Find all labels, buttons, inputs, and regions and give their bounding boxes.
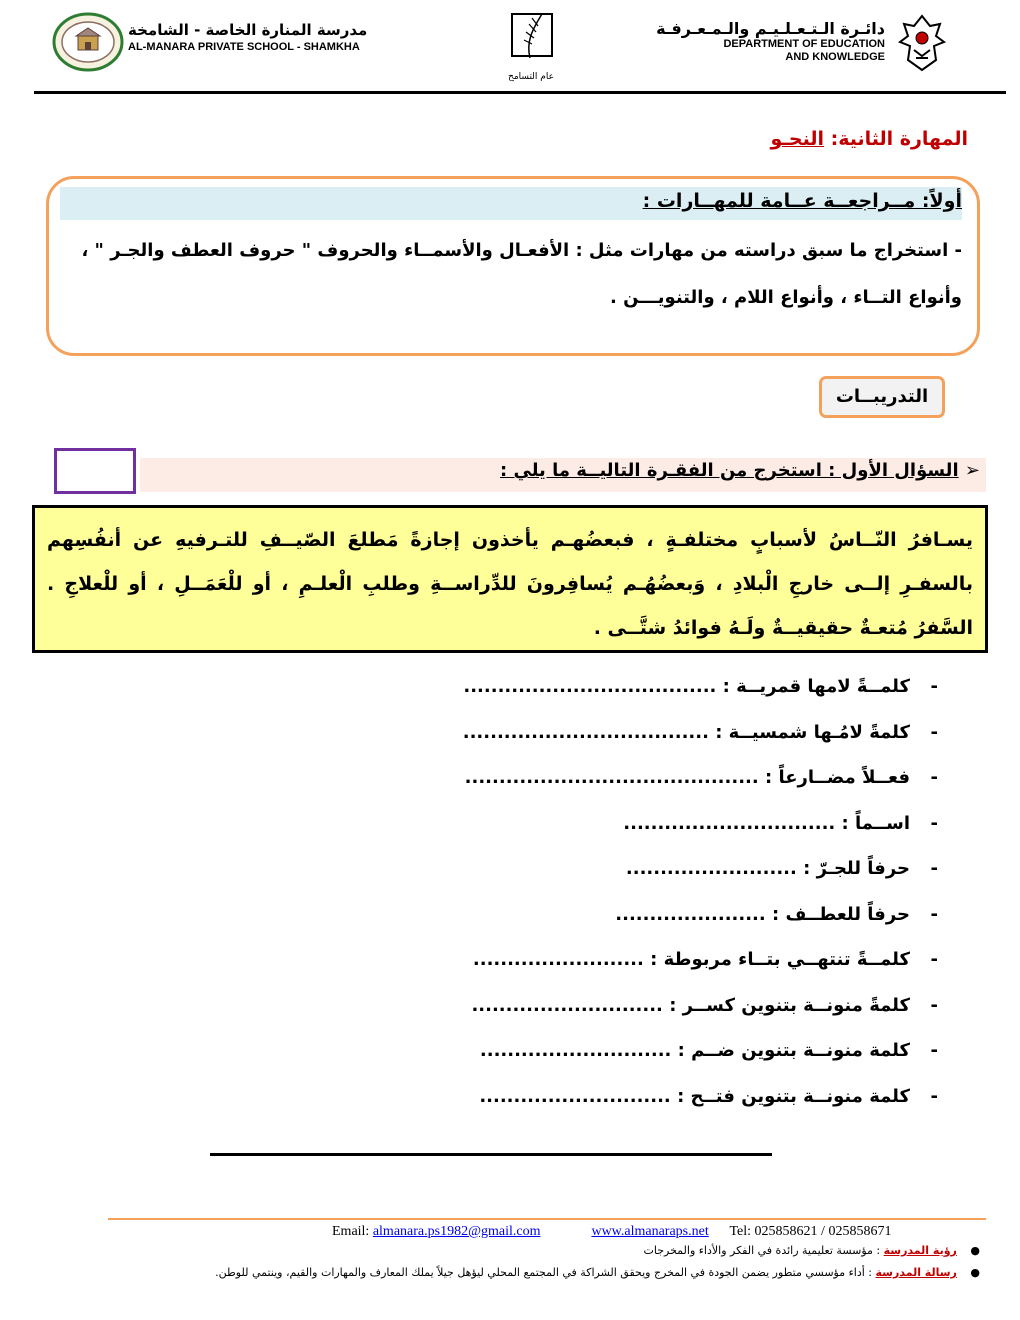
email-link[interactable]: almanara.ps1982@gmail.com [372, 1224, 541, 1239]
tolerance-logo-icon [496, 8, 566, 72]
item-label: اســماً : [841, 812, 910, 834]
school-crest-icon [52, 12, 124, 72]
falcon-emblem-icon [894, 12, 950, 74]
department-name-arabic: دائـرة الـتـعـلـيـم والـمـعـرفـة [656, 19, 885, 38]
list-item: - فعــلاً مضــارعاً : ........................................... [464, 767, 938, 788]
school-name-english: AL-MANARA PRIVATE SCHOOL - SHAMKHA [128, 41, 360, 54]
answer-blank[interactable]: ......................... [625, 858, 797, 879]
list-item: - اســماً : ............................... [623, 812, 938, 834]
item-label: فعــلاً مضــارعاً : [764, 767, 910, 788]
answer-blank[interactable]: ...................... [615, 903, 766, 925]
exercises-label: التدريبــات [819, 376, 945, 418]
item-label: كلمةً منونــة بتنوين كســر : [669, 994, 910, 1016]
item-label: كلمة منونــة بتنوين ضــم : [677, 1040, 910, 1061]
mission-label: رسالة المدرسة [875, 1266, 957, 1279]
vision-label: رؤية المدرسة [883, 1244, 957, 1257]
list-item: - حرفاً للجـرّ : ......................... [625, 858, 938, 879]
skill-name: النحـو [770, 128, 824, 150]
footer-contact [332, 1224, 891, 1240]
question-text [500, 460, 980, 481]
question-arrow-icon: ➢ [964, 460, 980, 481]
answer-blank[interactable]: ..................................... [463, 676, 717, 697]
item-label: كلمــةً تنتهــي بتــاء مربوطة : [650, 949, 910, 970]
email-label: Email: [332, 1224, 370, 1239]
tolerance-year-logo [496, 8, 566, 88]
answer-blank[interactable]: ........................................... [464, 767, 759, 788]
department-name-english-line1: DEPARTMENT OF EDUCATION [723, 38, 885, 51]
answer-blank[interactable]: ............................ [471, 994, 663, 1016]
answer-blank[interactable]: .................................... [462, 721, 709, 743]
review-text-line1: - استخراج ما سبق دراسته من مهارات مثل : الأفعـال والأسمــاء والحروف " حروف العطف والجـر " ، [81, 240, 962, 261]
website-link[interactable]: www.almanaraps.net [591, 1224, 709, 1239]
answer-blank[interactable]: ............................... [623, 812, 836, 834]
reading-paragraph: يسـافرُ النّــاسُ لأسبابٍ مختلفـةٍ ، فبعضُهـم يأخذون إجازةً مَطلعَ الصّيــفِ للتـرفيهِ عن أنفُسِهم بالسفـرِ إلــى خارجِ الْبلادِ ، وَبعضُهُـم يُسافِرونَ للدِّراســةِ وطلبِ الْعلـمِ ، أو للْعَمَــلِ ، أو للْعلاجِ . السَّفرُ مُتعـةٌ حقيقيــةٌ ولَـهُ فوائدُ شتَّــى . [32, 505, 988, 653]
vision-text: : مؤسسة تعليمية رائدة في الفكر والأداء والمخرجات [643, 1244, 881, 1257]
skill-title [770, 128, 968, 150]
header-divider [34, 91, 1006, 94]
school-vision [644, 1244, 981, 1257]
list-item: - كلمــةً لامها قمريــة : ..................................... [463, 676, 938, 697]
score-box[interactable] [54, 448, 136, 494]
phone-numbers: Tel: 025858621 / 025858671 [729, 1224, 892, 1239]
footer-divider [108, 1218, 986, 1220]
list-item: - كلمةً لامُـها شمسيــة : .................................... [462, 721, 938, 743]
list-item: - كلمــةً تنتهــي بتــاء مربوطة : ......................... [472, 949, 938, 970]
review-text-line2: وأنواع التــاء ، وأنواع اللام ، والتنويـــن . [610, 287, 962, 308]
answer-blank[interactable]: ............................ [479, 1085, 671, 1107]
item-label: حرفاً للعطــف : [772, 903, 910, 925]
answer-list [350, 672, 938, 1127]
review-title: أولاً: مــراجعــة عــامة للمهــارات : [642, 190, 962, 212]
item-label: كلمة منونــة بتنوين فتــح : [677, 1085, 910, 1107]
item-label: كلمةً لامُـها شمسيــة : [715, 721, 910, 743]
list-item: - كلمة منونــة بتنوين فتــح : ............................ [479, 1085, 938, 1107]
skill-label: المهارة الثانية: [830, 128, 968, 150]
section-end-divider [210, 1153, 772, 1156]
bullet-icon: ● [970, 1244, 980, 1257]
answer-blank[interactable]: ......................... [472, 949, 644, 970]
item-label: كلمــةً لامها قمريــة : [722, 676, 910, 697]
list-item: - حرفاً للعطــف : ...................... [615, 903, 938, 925]
school-name [128, 20, 367, 55]
answer-blank[interactable]: ............................ [479, 1040, 672, 1061]
question-label: السؤال الأول : استخرج من الفقـرة التاليــة ما يلي : [500, 460, 959, 481]
school-name-arabic: مدرسة المنارة الخاصة - الشامخة [128, 21, 368, 39]
mission-text: : أداء مؤسسي متطور يضمن الجودة في المخرج ويحقق الشراكة في المجتمع المحلي ليؤهل جيلاً يملك المعارف والمهارات والقيم، وينتمي للوطن. [215, 1266, 873, 1279]
department-name [656, 20, 885, 64]
bullet-icon: ● [970, 1266, 980, 1279]
list-item: - كلمةً منونــة بتنوين كســر : ............................ [471, 994, 938, 1016]
school-mission [215, 1266, 980, 1279]
item-label: حرفاً للجـرّ : [803, 858, 910, 879]
list-item: - كلمة منونــة بتنوين ضــم : ............................ [479, 1040, 938, 1061]
department-name-english-line2: AND KNOWLEDGE [785, 51, 885, 64]
tolerance-logo-caption: عام التسامح [508, 72, 554, 82]
